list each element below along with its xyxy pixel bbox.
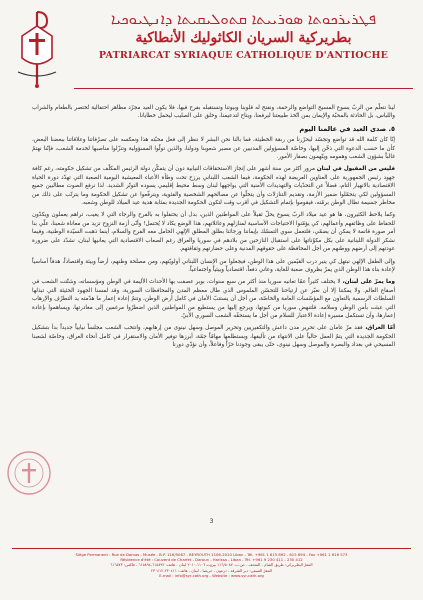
arabic-title: بطريركية السريان الكاثوليك الأنطاكية	[135, 30, 352, 46]
letterhead-footer	[12, 548, 411, 578]
letter-body	[32, 104, 395, 354]
footer-address-fr: Siège Permanent : Rue de Damas - Musée - B.P. 116/5087 - BEYROUTH 1106-2010 Liban - Tél. +961 1 615 892 - 615 894 - Fax +961 1 616 573	[75, 552, 348, 557]
paragraph-iraq-lead: أمّا العراق،	[365, 325, 395, 332]
letterhead-titles	[74, 10, 413, 61]
paragraph-lebanon	[32, 165, 395, 207]
french-title: PATRIARCAT SYRIAQUE CATHOLIQUE D'ANTIOCHE	[98, 50, 389, 61]
patriarchal-emblem-icon	[8, 6, 66, 90]
paragraph-prayer: وإلى الطفل الإلهي نبتهل كي ينير درب القيّمين على هذا الوطن، فيجعلوا من الإنسان اللبناني أولويّتهم، ومن مصلحة وطنهم، أرضاً وبيئة واقتصاداً، هدفاً أساسياً لإعادة بناء هذا الوطن الذي يمرّ بظروف صعبة للغاية، وعاني دفعاً، اقتصادياً وبيئياً واجتماعياً.	[32, 258, 395, 273]
paragraph-iraq	[32, 324, 395, 349]
official-seal-stamp	[6, 450, 52, 496]
syriac-title: ܦܛܪܝܪܟܘܬܐ ܣܘܪܝܝܬܐ ܩܬܘܠܝܩܝܬܐ ܕܐܢܛܝܘܟܝܐ	[110, 10, 377, 28]
footer-divider	[12, 548, 411, 549]
header-divider	[74, 88, 413, 89]
footer-contact: E-mail : info@syr-cath.org - Website : www.syr-cath.org	[159, 572, 264, 578]
section-heading: ٥. صدى العيد في عالمنا اليوم	[299, 124, 395, 133]
footer-address-ar: المقرّ البطريركي: طريق الشام - المتحف - ص.ب. ١١٦/٥٠٨٧ بيروت ١١٠٦-٢٠١٠ لبنان - هاتف: ٦١٥٨٩٢-٦١٥٨٩٤ - فاكس: ٦١٦٥٧٣	[110, 562, 313, 568]
paragraph-lebanon-lead: فليس من المقبول في لبنان	[316, 166, 395, 173]
page-number: 3	[209, 518, 214, 525]
paragraph-iraq-text: فقد مرّ عامان على تحرير مدن داعش والتكفيريين وتحرير الموصل وسهل نينوى من إرهابهم، وانتخب الشعب مجلساً نيابياً جديداً بدأ بتشكيل الحكومة الجديدة التي يتمّ العمل حالياً على الانتهاء من تأليفها، وبستطلعها مهامّاً جمّة، أبرزها توفير الأمان والاستقرار في كامل أنحاء العراق، وخاصّة لشعبنا المسيحي في بغداد والبصرة والموصل وسهل نينوى، حتّى يبقى وجودنا حرّاً وفاعلاً، وأن نؤدّي دورنا	[32, 325, 395, 349]
paragraph-syria-lead: وما يمرّ على لبنان،	[342, 279, 395, 286]
paragraph-intro: لينا نتعلّم من الربّ يسوع المسيح التواضع والرحمة، ونفتح له قلوبنا وبيوتنا ونستقبله بفرح فيها، فلا يكون العيد مجرّد مظاهر احتفالية تُختصر بالطعام والشراب واللباس، بل الحادثة بالمحبّة والإيمان بمن اتّخذ طبيعتنا ليرفعنا، ويتاح لتدعيمنا، وخلق على الصليب ليحمل خطايانا.	[32, 105, 395, 120]
footer-summer-ar: المقرّ الصيفي: دير الشرفة - درعون - حريصا - لبنان - هاتف: ٢٣٠٤١١-٢٣٠٤١٢	[151, 567, 272, 573]
paragraph-incarnation: إنّا كان كلمة الله قد تواضع وتجسّد ليحرّرنا من ربقة الخطيئة، فما بالنا نحن البشر لا ننظر إلى فعل محبّته هذا ونعكسه على تصرّفاتنا وعلاقاتنا ببعضنا البعض، كأن ما حسب الدعوة التي ذخّن إليها، وخاصّة المسؤولين المدنيين عن مصير شعوبنا ودولنا، والذين تولّوا المسؤولية وتنزّلوا مناصبها لخدمة الشعب، فإنّنا نهتمّ غالباً بشؤون الشعب وهمومه ويتّهمون بصفار الأمور.	[32, 137, 395, 161]
letterhead	[0, 0, 423, 100]
paragraph-lebanon-text: مرور أكثر من سنة أشهر على إنجاز الاستحقاقات النيابية دون أن يتمكّن دولة الرئيس المكلّف من تشكيل حكومته، رغم كافة جهود رئيس الجمهورية على العناوين العريضة لهذه الحكومة، فيما الشعب اللبناني يرزح تحت وطأة الأعباء المعيشية اليومية الصعبة التي تهدّد دورة الحياة الاقتصادية بالانهيار التام، فضلاً عن التحدّيات والتهديدات الأمنية التي يواجهها لبنان وسط محيط إقليمي يسوده التوتّر الشديد. لذا نرفع الصوت مطالبين جميع المسؤولين لكي يتحمّلوا ضمير الأزمة، وتقديم التنازلات وأن يتخلّوا عن مصالحهم الشخصية والفئوية، ويترفّعوا عن تشكيل الحكومة وما يترتّب على ذلك من مخاطر جسيمة تطال الوطن برمّته، فيقوموا بإتمام التشكيل في أقرب وقت لتكون الحكومة الجديدة بمثابة هدية عيد الميلاد للوطن وشعبه.	[32, 166, 395, 207]
footer-summer-fr: Résidence d'été : Couvent de Charfet - Daroun - Harissa - Liban - Tél. +961 9 230 411 - 230 412	[120, 557, 303, 563]
paragraph-citizens: وكما يلاحظ الكثيرون، ها هو عيد ميلاد الربّ يسوع يحلّ ثقيلاً على المواطنين الذين، بدل أن يحتفلوا به بالفرح والرجاء التي لا يغيب، تراهم يعملون ويكدّون للحفاظ على وظائفهم وأعمالهم، كي يؤمّنوا الاحتياجات الأساسية لمنازلهم وعائلاتهم، هذا الوضع يكاد لا يُحتمل! وأنّى أزمة النزوح تزيد من معاناة شعبنا، علّي بنا أمر صورة قاتمة لا يمكن أن يضمّي، فلتعمل سوي التمسّك بإيماننا ورجائنا بطلق المطلق الإلهي الحامل معه الفرح والسلام، أينما ذهبت السيّدة الوطنية، وفيما نشكر الدولة اللبنانية على بكل مكوّناتها على استقبال النازحين من بلادهم في سوريا والعراق رغم الصعاب الاقتصادية التي يعانيها لبنان، نشدّد على ضرورة عودتهم إلى أرضهم ووطنهم من أجل المحافظة على حقوقهم المدنية وعلى حضارتهم وثقافتهم.	[32, 212, 395, 253]
paragraph-syria-text: لا يختلف كثيراً عمّا تعانيه سوريا منذ أكثر من سبع سنوات، بوبر عصفت بها الأحداث الأليمة في الوطن ومؤسساته، وشتّتت الشعب في أصقاع العالم. ولا يمكننا إلا أن نعبّر عن ارتياحنا للتحسّن الملموس الذي طال معظم المدن والمحافظات السورية، وقد لمسنا الجهود الحثيثة التي تبذلها السلطات الرسمية بالتعاون مع المؤسّسات العامة والخاصّة، من أجل أن يستتبّ الأمان في كامل أرض الوطن، وتتمّ إعادة إعمار ما هدّمته يد التطرّف والإرهاب التي عبثت بأمن الوطن وسلامه. فلتنهض سوريا من كبوتها، ويرجع إليها من يستطيع من المواطنين الذين اضطرّوا مرغمين إلى مغادرتها، ويساهموا بإعادة إعمارها، وأن تستكمل مسيرة إعادة الاعتبار للسلام من أجل ما يستحقّه الشعب السوري الأبيّ.	[32, 279, 395, 319]
paragraph-syria	[32, 278, 395, 320]
